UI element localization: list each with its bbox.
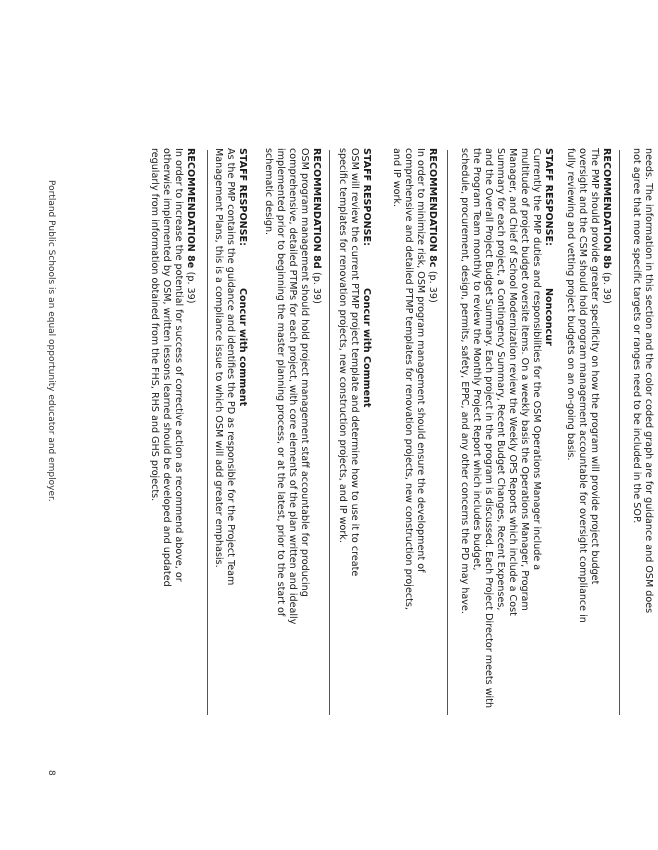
- recommendation-heading: RECOMMENDATION 8d (p. 39): [311, 148, 322, 304]
- staff-response-heading: [360, 148, 372, 718]
- text-line: otherwise implemented by OSM, written lessons learned should be developed and updated: [161, 148, 172, 587]
- staff-response-8c: [336, 148, 372, 718]
- section-divider: [329, 150, 330, 715]
- page-number: 8: [46, 770, 56, 776]
- text-line: OSM program management should hold project management staff accountable for producing: [299, 148, 310, 597]
- text-line: the Program Team monthly to review the Monthly Project Report which includes budget,: [471, 148, 482, 571]
- text-line: implemented prior to beginning the master planning process, or at the latest, prior to the start of: [275, 148, 286, 617]
- response-verdict: Concur with Comment: [361, 288, 372, 408]
- recommendation-heading: RECOMMENDATION 8e (p. 39): [185, 148, 196, 304]
- intro-paragraph: [630, 148, 654, 718]
- staff-response-8d: [212, 148, 248, 718]
- staff-response-8b: [458, 148, 554, 718]
- text-line: OSM will review the current PTMP project template and determine how to use it to create: [349, 148, 360, 577]
- recommendation-8b: [564, 148, 612, 718]
- text-line: and the Overall Project Budget Summary. Each project in the program is discussed. Each Project Director meets with: [483, 148, 494, 709]
- response-verdict: Nonconcur: [543, 288, 554, 346]
- recommendation-heading: RECOMMENDATION 8b (p. 39): [601, 148, 612, 304]
- recommendation-8c: [390, 148, 438, 718]
- text-line: specific templates for renovation projects, new construction projects, and IP work.: [337, 148, 348, 543]
- text-line: As the PMP contains the guidance and identifies the PD as responsible for the Project Team: [225, 148, 236, 586]
- text-line: In order to minimize risk, OSM program management should ensure the development of: [415, 148, 426, 573]
- section-divider: [619, 150, 620, 715]
- staff-response-label: STAFF RESPONSE:: [361, 148, 372, 246]
- recommendation-8e: [148, 148, 196, 718]
- footer-text: Portland Public Schools is an equal opportunity educator and employer.: [46, 180, 56, 502]
- section-divider: [207, 150, 208, 715]
- recommendation-8d: [262, 148, 322, 718]
- text-line: Summary for each project, a Contingency Summary, Recent Budget Changes, Recent Expenses,: [495, 148, 506, 611]
- text-line: comprehensive, detailed PTMPs for each project, with core elements of the plan written and ideally: [287, 148, 298, 625]
- text-line: schedule, procurement, design, permits, safety, EPPC, and any other concerns the PD may have.: [459, 148, 470, 614]
- staff-response-label: STAFF RESPONSE:: [543, 148, 554, 246]
- text-line: Manager, and Chief of School Modernization review the Weekly OPS Reports which include a Cost: [507, 148, 518, 616]
- section-divider: [447, 150, 448, 715]
- text-line: multitude of project budget oversite items. On a weekly basis the Operations Manager, Program: [519, 148, 530, 611]
- recommendation-heading: RECOMMENDATION 8c (p. 39): [427, 148, 438, 303]
- text-line: comprehensive and detailed PTMP templates for renovation projects, new construction projects,: [403, 148, 414, 610]
- text-line: The PMP should provide greater specificity on how the program will provide project budget: [589, 148, 600, 585]
- text-line: regularly from information obtained from the FHS, RHS and GHS projects.: [149, 148, 160, 502]
- text-line: Currently the PMP duties and responsibilities for the OSM Operations Manager include a: [531, 148, 542, 571]
- staff-response-label: STAFF RESPONSE:: [237, 148, 248, 246]
- staff-response-heading: [236, 148, 248, 718]
- text-line: fully reviewing and vetting project budgets on an on-going basis.: [565, 148, 576, 461]
- text-line: In order to increase the potential for success of corrective action as recommend above, or: [173, 148, 184, 582]
- text-line: Management Plans, this is a compliance issue to which OSM will add greater emphasis.: [213, 148, 224, 568]
- staff-response-heading: [542, 148, 554, 718]
- text-line: oversight and the CSM should hold program management accountable for oversight compliance in: [577, 148, 588, 623]
- text-line: not agree that more specific targets or ranges need to be included in the SOP.: [631, 148, 642, 524]
- text-line: needs. The information in this section and the color coded graph are for guidance and OSM does: [643, 148, 654, 614]
- response-verdict: Concur with comment: [237, 288, 248, 407]
- text-line: and IP work.: [391, 148, 402, 208]
- text-line: schematic design.: [263, 148, 274, 236]
